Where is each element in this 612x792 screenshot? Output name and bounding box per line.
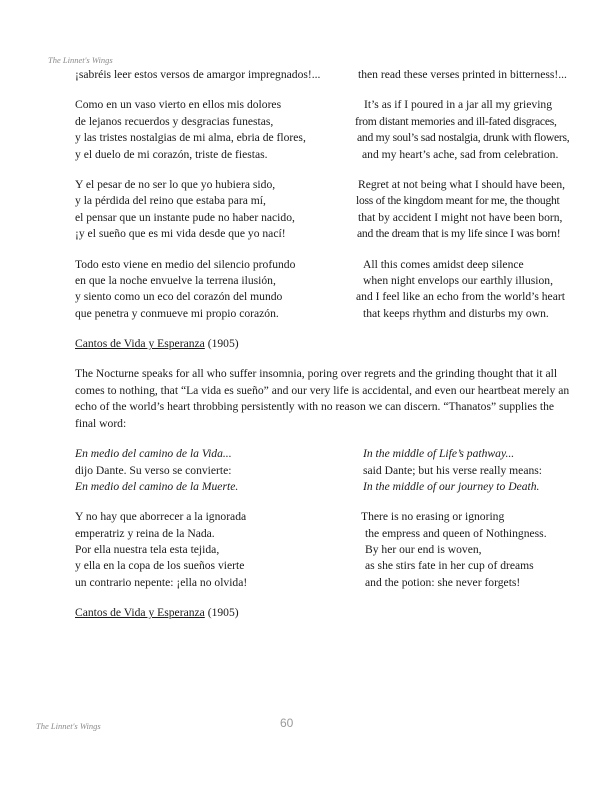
running-head: The Linnet's Wings: [48, 55, 113, 65]
page-content: [75, 67, 580, 636]
english-line: and my heart’s ache, sad from celebration.: [362, 147, 559, 161]
english-line: loss of the kingdom meant for me, the thought: [356, 194, 560, 208]
spanish-line: el pensar que un instante pude no haber nacido,: [75, 210, 295, 224]
spanish-line: un contrario nepente: ¡ella no olvida!: [75, 575, 248, 589]
poem-top-line: [75, 67, 580, 83]
poem-stanza: [75, 97, 580, 163]
spanish-line: Y el pesar de no ser lo que yo hubiera sido,: [75, 177, 276, 191]
spanish-line: de lejanos recuerdos y desgracias funestas,: [75, 114, 274, 128]
english-line: and the dream that is my life since I was born!: [357, 227, 561, 241]
spanish-line: en que la noche envuelve la terrena ilusión,: [75, 273, 276, 287]
commentary-paragraph: The Nocturne speaks for all who suffer insomnia, poring over regrets and the grinding thought that it all comes to nothing, that “La vida es sueño” and our very life is accidental, and even our heartbeat merely an echo of the world’s heart throbbing persistently with no reason we can discern. “Thanatos” supplies the final word:: [75, 367, 570, 430]
english-line: By her our end is woven,: [365, 543, 482, 557]
english-line: In the middle of our journey to Death.: [363, 479, 540, 493]
english-line: as she stirs fate in her cup of dreams: [365, 559, 534, 573]
spanish-line: Por ella nuestra tela esta tejida,: [75, 543, 220, 557]
spanish-line: Como en un vaso vierto en ellos mis dolores: [75, 98, 282, 112]
spanish-line: y siento como un eco del corazón del mundo: [75, 290, 283, 304]
english-line: said Dante; but his verse really means:: [363, 463, 543, 477]
spanish-line: ¡y el sueño que es mi vida desde que yo nací!: [75, 227, 286, 241]
spanish-line: que penetra y conmueve mi propio corazón.: [75, 306, 279, 320]
english-line: Regret at not being what I should have been,: [358, 177, 566, 191]
english-line: It’s as if I poured in a jar all my grieving: [364, 98, 553, 112]
poem-stanza-final: [75, 509, 580, 591]
english-line: when night envelops our earthly illusion,: [363, 273, 553, 287]
source-citation: [75, 336, 580, 352]
spanish-line: y las tristes nostalgias de mi alma, ebria de flores,: [75, 131, 306, 145]
citation-title: Cantos de Vida y Esperanza: [75, 606, 205, 620]
spanish-line: ¡sabréis leer estos versos de amargor impregnados!...: [75, 68, 321, 81]
english-line: from distant memories and ill-fated disgraces,: [355, 114, 557, 128]
poem-line-pair: [75, 67, 580, 83]
english-line: There is no erasing or ignoring: [361, 510, 505, 524]
english-line: the empress and queen of Nothingness.: [365, 526, 547, 540]
english-line: and the potion: she never forgets!: [365, 575, 521, 589]
citation-year: (1905): [204, 606, 239, 620]
english-line: that by accident I might not have been born,: [358, 210, 563, 224]
citation-year: (1905): [204, 337, 239, 351]
english-line: and I feel like an echo from the world’s heart: [356, 290, 565, 304]
citation-title: Cantos de Vida y Esperanza: [75, 337, 205, 351]
spanish-line: Y no hay que aborrecer a la ignorada: [75, 510, 247, 524]
source-citation: [75, 605, 580, 621]
spanish-line: dijo Dante. Su verso se convierte:: [75, 463, 232, 477]
spanish-line: En medio del camino de la Muerte.: [75, 479, 239, 493]
spanish-line: Todo esto viene en medio del silencio profundo: [75, 257, 296, 271]
english-line: that keeps rhythm and disturbs my own.: [363, 306, 549, 320]
english-line: and my soul’s sad nostalgia, drunk with flowers,: [357, 131, 570, 145]
poem-stanza: [75, 257, 580, 323]
english-line: In the middle of Life’s pathway...: [363, 447, 515, 461]
poem-stanza: [75, 177, 580, 243]
english-line: then read these verses printed in bitterness!...: [358, 68, 567, 81]
poem-stanza-thanatos: [75, 446, 580, 495]
footer-title: The Linnet's Wings: [36, 721, 101, 731]
spanish-line: y la pérdida del reino que estaba para mí,: [75, 194, 266, 208]
page-number: 60: [280, 716, 294, 730]
spanish-line: y el duelo de mi corazón, triste de fiestas.: [75, 147, 268, 161]
spanish-line: En medio del camino de la Vida...: [75, 447, 232, 461]
spanish-line: y ella en la copa de los sueños vierte: [75, 559, 245, 573]
spanish-line: emperatriz y reina de la Nada.: [75, 526, 215, 540]
english-line: All this comes amidst deep silence: [363, 257, 524, 271]
